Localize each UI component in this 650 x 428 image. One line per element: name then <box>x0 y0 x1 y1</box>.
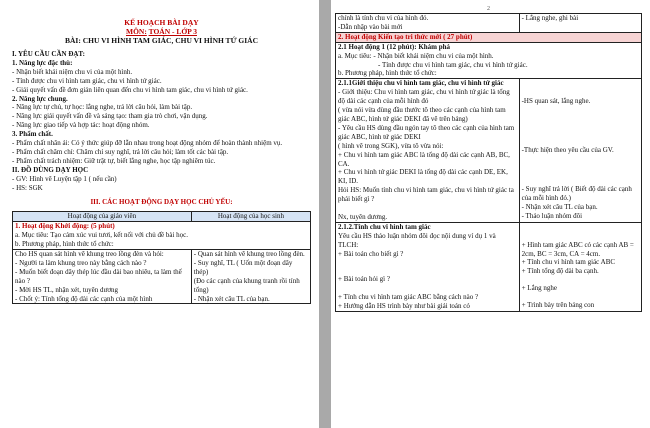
list-item: - Phẩm chất nhân ái: Có ý thức giúp đỡ lẫn nhau trong hoạt động nhóm để hoàn thành nhiệm vụ. <box>12 139 283 148</box>
activity-1-method: b. Phương pháp, hình thức tổ chức: <box>15 240 114 249</box>
teacher-cell <box>336 14 520 33</box>
lesson-title: BÀI: CHU VI HÌNH TAM GIÁC, CHU VI HÌNH TỨ GIÁC <box>64 36 258 45</box>
teacher-line: Yêu cầu HS thảo luận nhóm đôi đọc nội dung ví dụ 1 và TLCH: <box>338 231 496 249</box>
page-number: 2 <box>487 6 490 12</box>
subject-value: TOÁN - LỚP 3 <box>148 27 197 36</box>
teacher-line: chính là tính chu vi của hình đó. <box>338 14 429 22</box>
teacher-line: ( vừa nói vừa dùng đầu thước tô theo các cạnh của hình tam giác ABC, hình tứ giác DEKI đã vẽ trên bảng) <box>338 106 506 123</box>
section-heading-1: I. YÊU CẦU CẦN ĐẠT: <box>12 50 85 58</box>
student-line: -HS quan sát, lắng nghe. <box>521 97 591 106</box>
section-heading-3: III. CÁC HOẠT ĐỘNG DẠY HỌC CHỦ YẾU: <box>90 197 233 206</box>
plan-title: KẾ HOẠCH BÀI DẠY <box>124 18 199 27</box>
teacher-line: - Giới thiệu: Chu vi hình tam giác, chu vi hình tứ giác là tổng độ dài các cạnh của mỗi hình đó <box>338 88 510 106</box>
teacher-line: + Hướng dẫn HS trình bày như bài giải toán có <box>338 302 470 311</box>
teacher-line: ( hình vẽ trong SGK), vừa tô vừa nói: <box>338 141 444 150</box>
student-line: - Nhận xét câu TL của bạn. <box>193 294 270 303</box>
teacher-line: Nx, tuyên dương. <box>338 212 388 221</box>
teacher-line: + Chu vi hình tứ giác DEKI là tổng độ dài các cạnh DE, EK, KI, ID. <box>338 168 508 186</box>
teacher-line: - Yêu cầu HS dùng đầu ngón tay tô theo các cạnh của hình tam giác ABC, hình tứ giác DEKI <box>338 123 515 141</box>
activity-table <box>12 211 311 304</box>
student-line: - Suy nghĩ trả lời ( Biết độ dài các cạnh của mỗi hình đó.) <box>521 184 632 202</box>
subsection-title: 2.1.1Giới thiệu chu vi hình tam giác, chu vi hình tứ giác <box>338 79 504 88</box>
document-page-1 <box>0 0 319 428</box>
teacher-line: -Dẫn nhập vào bài mới <box>338 22 403 31</box>
student-line: - Thảo luận nhóm đôi <box>521 211 583 220</box>
list-item: - Tính được chu vi hình tam giác, chu vi hình tứ giác. <box>12 76 162 85</box>
spacer <box>522 79 639 97</box>
teacher-line: - Chốt ý: Tính tổng độ dài các cạnh của một hình <box>15 294 153 303</box>
student-line: (Đo các cạnh của khung tranh rồi tính tổng) <box>193 276 300 294</box>
teacher-cell <box>13 250 192 304</box>
spacer <box>338 204 517 213</box>
teacher-cell <box>336 222 520 311</box>
teacher-line: + Bài toán hỏi gì ? <box>338 275 390 284</box>
student-line: + Tính tổng độ dài ba cạnh. <box>521 267 599 276</box>
document-page-2 <box>331 0 650 428</box>
teacher-line: + Bài toán cho biết gì ? <box>338 249 404 258</box>
teacher-line: - Mời HS TL, nhận xét, tuyên dương <box>15 285 119 294</box>
teacher-cell <box>336 79 520 222</box>
student-cell <box>519 79 641 222</box>
student-line: - Lắng nghe, ghi bài <box>521 14 579 22</box>
list-item: - Năng lực tự chủ, tự học: lắng nghe, trả lời câu hỏi, làm bài tập. <box>12 103 193 112</box>
activity-table-continued <box>335 13 642 312</box>
subject-line <box>12 27 311 36</box>
spacer <box>338 258 517 275</box>
table-row <box>336 79 642 222</box>
student-cell <box>519 14 641 33</box>
list-item: - Năng lực giao tiếp và hợp tác: hoạt động nhóm. <box>12 121 150 130</box>
subsection-title: 2.1.2.Tính chu vi hình tam giác <box>338 222 431 231</box>
spacer <box>522 155 639 185</box>
activity-2-1-line: - Tính được chu vi hình tam giác, chu vi hình tứ giác. <box>378 60 528 69</box>
activity-2-1-line: a. Mục tiêu: - Nhận biết khái niệm chu vi của một hình. <box>338 51 494 60</box>
student-cell <box>191 250 310 304</box>
section-heading-2: II. ĐỒ DÙNG DẠY HỌC <box>12 165 89 174</box>
student-line: - Nhận xét câu TL của bạn. <box>521 202 598 211</box>
spacer <box>522 106 639 146</box>
student-line: - Quan sát hình vẽ khung treo lồng đèn. <box>193 250 305 259</box>
teacher-line: - Muốn biết đoạn dây thép lúc đầu dài bao nhiêu, ta làm thế nào ? <box>15 267 182 285</box>
student-line: + Hình tam giác ABC có các cạnh AB = 2cm, BC = 3cm, CA = 4cm. <box>521 240 634 258</box>
teacher-line: Cho HS quan sát hình vẽ khung treo lồng đèn và hỏi: <box>15 250 164 259</box>
table-row <box>336 14 642 33</box>
student-line: + Tính chu vi hình tam giác ABC <box>521 258 616 267</box>
list-item: - Nhận biết khái niệm chu vi của một hình. <box>12 67 133 76</box>
spacer <box>522 223 639 241</box>
list-item: - Phẩm chất trách nhiệm: Giữ trật tự, biết lắng nghe, học tập nghiêm túc. <box>12 156 216 165</box>
teacher-line: - Người ta làm khung treo này bằng cách nào ? <box>15 258 147 267</box>
table-header-student: Hoạt động của học sinh <box>191 212 310 222</box>
student-line: -Thực hiện theo yêu cầu của GV. <box>521 146 614 155</box>
student-line: + Trình bày trên bảng con <box>521 301 595 310</box>
student-cell <box>519 222 641 311</box>
list-item: - GV: Hình vẽ Luyện tập 1 ( nếu cần) <box>12 174 117 183</box>
activity-2-1-cell <box>336 42 642 79</box>
activity-2-1-line: b. Phương pháp, hình thức tổ chức: <box>338 69 437 78</box>
activity-2-1-title: 2.1 Hoạt động 1 (12 phút): Khám phá <box>338 42 451 51</box>
subheading-1-2: 2. Năng lực chung. <box>12 94 68 103</box>
table-row <box>13 250 311 304</box>
spacer <box>522 293 639 301</box>
activity-1-goal: a. Mục tiêu: Tạo cảm xúc vui tươi, kết nối với chủ đề bài học. <box>15 231 188 240</box>
student-line: - Suy nghĩ, TL ( Uốn một đoạn dây thép) <box>193 258 293 276</box>
spacer <box>338 284 517 293</box>
subject-label: MÔN: <box>126 27 147 36</box>
activity-1-title: 1. Hoạt động Khởi động: (5 phút) <box>15 222 115 231</box>
teacher-line: + Chu vi hình tam giác ABC là tổng độ dài các cạnh AB, BC, CA. <box>338 150 510 168</box>
spacer <box>522 276 639 284</box>
activity-2-title: 2. Hoạt động Kiến tạo tri thức mới ( 27 phút) <box>336 32 642 42</box>
activity-1-cell <box>13 222 311 250</box>
list-item: - Giải quyết vấn đề đơn giản liên quan đến chu vi hình tam giác, chu vi hình tứ giác. <box>12 85 248 94</box>
table-header-teacher: Hoạt động của giáo viên <box>13 212 192 222</box>
subheading-1-1: 1. Năng lực đặc thù: <box>12 58 73 67</box>
student-line: + Lắng nghe <box>521 284 558 293</box>
list-item: - HS: SGK <box>12 183 43 192</box>
list-item: - Năng lực giải quyết vấn đề và sáng tạo: tham gia trò chơi, vận dụng. <box>12 112 208 121</box>
list-item: - Phẩm chất chăm chỉ: Chăm chỉ suy nghĩ, trả lời câu hỏi; làm tốt các bài tập. <box>12 147 229 156</box>
table-row <box>336 222 642 311</box>
teacher-line: Hỏi HS: Muốn tính chu vi hình tam giác, chu vi hình tứ giác ta phải biết gì ? <box>338 186 514 204</box>
teacher-line: + Tính chu vi hình tam giác ABC bằng cách nào ? <box>338 293 479 302</box>
subheading-1-3: 3. Phẩm chất. <box>12 130 53 139</box>
